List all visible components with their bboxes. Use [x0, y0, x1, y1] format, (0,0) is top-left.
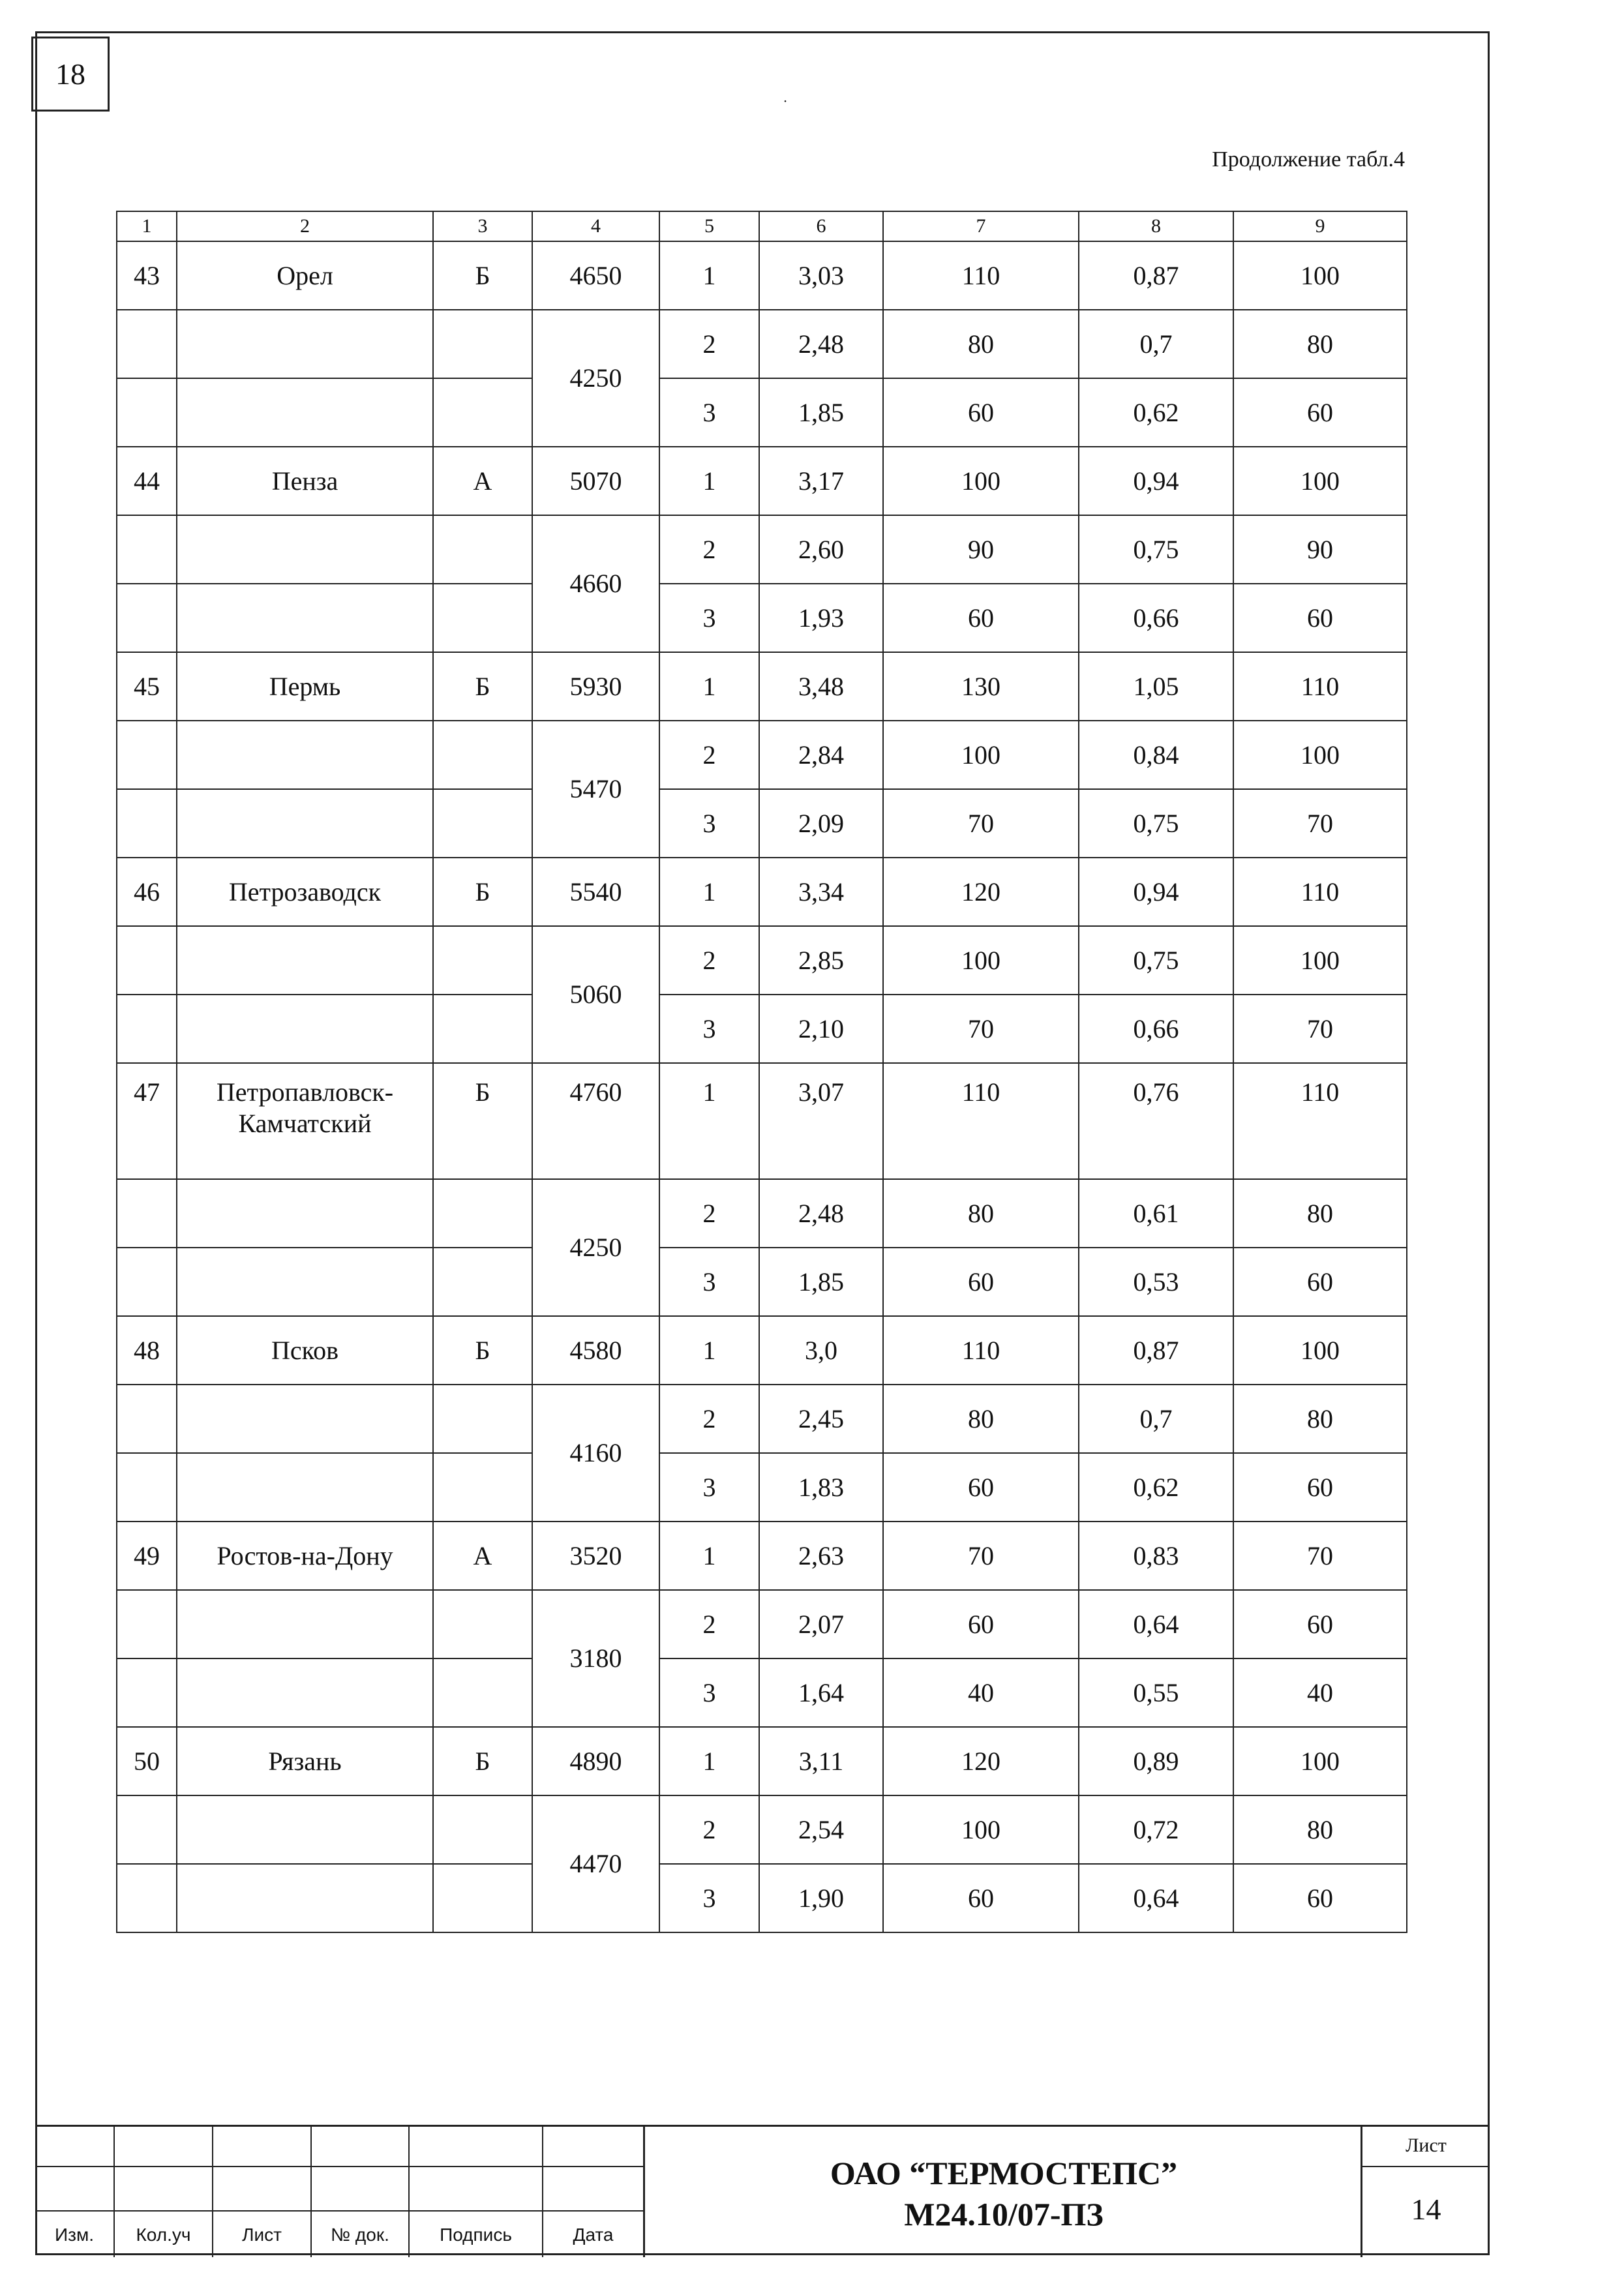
- table-cell: 80: [1233, 310, 1407, 378]
- table-row: [117, 584, 1407, 652]
- table-cell: 80: [883, 1385, 1079, 1453]
- title-block-label: Изм.: [55, 2225, 94, 2245]
- empty-cell: [117, 1864, 177, 1932]
- table-cell: 70: [883, 995, 1079, 1063]
- empty-cell: [117, 995, 177, 1063]
- table-cell: 3180: [532, 1590, 659, 1727]
- table-cell: 2: [659, 1385, 759, 1453]
- table-cell: 130: [883, 652, 1079, 721]
- table-cell: 2: [659, 1179, 759, 1248]
- table-cell: 2,60: [759, 515, 883, 584]
- table-cell: 3520: [532, 1522, 659, 1590]
- table-cell: 4470: [532, 1795, 659, 1932]
- table-cell: 5930: [532, 652, 659, 721]
- table-cell: 100: [1233, 1727, 1407, 1795]
- table-cell: 2,10: [759, 995, 883, 1063]
- table-cell: 110: [1233, 652, 1407, 721]
- table-cell: 80: [883, 1179, 1079, 1248]
- sheet-number: 14: [1411, 2193, 1441, 2226]
- table-cell: 2,48: [759, 1179, 883, 1248]
- table-cell: 2,54: [759, 1795, 883, 1864]
- table-cell: 90: [1233, 515, 1407, 584]
- empty-cell: [177, 1590, 433, 1658]
- table-cell: 3: [659, 789, 759, 858]
- table-continuation-caption: Продолжение табл.4: [1212, 147, 1405, 172]
- table-cell: Б: [433, 652, 532, 721]
- empty-cell: [117, 1658, 177, 1727]
- table-cell: 0,76: [1079, 1063, 1233, 1179]
- table-cell: 60: [883, 584, 1079, 652]
- table-row: [117, 721, 1407, 789]
- table-cell: 45: [117, 652, 177, 721]
- table-cell: Петрозаводск: [177, 858, 433, 926]
- table-cell: 5470: [532, 721, 659, 858]
- table-cell: 5060: [532, 926, 659, 1063]
- table-cell: 60: [883, 1864, 1079, 1932]
- table-cell: 1,85: [759, 378, 883, 447]
- table-cell: 0,94: [1079, 447, 1233, 515]
- table-cell: 1,64: [759, 1658, 883, 1727]
- table-cell: 0,87: [1079, 241, 1233, 310]
- empty-cell: [433, 310, 532, 378]
- empty-cell: [433, 1864, 532, 1932]
- table-cell: 0,64: [1079, 1590, 1233, 1658]
- table-cell: 2: [659, 515, 759, 584]
- table-cell: 60: [883, 1248, 1079, 1316]
- table-cell: 70: [1233, 995, 1407, 1063]
- empty-cell: [177, 584, 433, 652]
- table-cell: 70: [1233, 789, 1407, 858]
- sheet-label: Лист: [1406, 2135, 1447, 2156]
- table-cell: 44: [117, 447, 177, 515]
- empty-cell: [117, 926, 177, 995]
- table-cell: 80: [1233, 1385, 1407, 1453]
- table-cell: 1: [659, 1522, 759, 1590]
- empty-cell: [177, 721, 433, 789]
- table-cell: 60: [1233, 1248, 1407, 1316]
- table-cell: 3,48: [759, 652, 883, 721]
- table-cell: 70: [883, 1522, 1079, 1590]
- table-row: [117, 515, 1407, 584]
- table-cell: 60: [883, 1590, 1079, 1658]
- empty-cell: [117, 1590, 177, 1658]
- empty-cell: [177, 1385, 433, 1453]
- table-cell: 60: [1233, 1864, 1407, 1932]
- table-cell: 120: [883, 1727, 1079, 1795]
- table-cell: 2,48: [759, 310, 883, 378]
- table-cell: 1: [659, 1727, 759, 1795]
- column-number: 4: [532, 211, 659, 241]
- table-cell: 60: [883, 1453, 1079, 1522]
- table-cell: 110: [1233, 1063, 1407, 1179]
- table-cell: 100: [883, 1795, 1079, 1864]
- empty-cell: [177, 1179, 433, 1248]
- empty-cell: [433, 584, 532, 652]
- table-cell: 1: [659, 858, 759, 926]
- column-number: 6: [759, 211, 883, 241]
- table-cell: 5540: [532, 858, 659, 926]
- table-cell: 80: [883, 310, 1079, 378]
- table-cell: Рязань: [177, 1727, 433, 1795]
- table-row: [117, 1248, 1407, 1316]
- table-cell: 50: [117, 1727, 177, 1795]
- table-cell: 3,17: [759, 447, 883, 515]
- table-cell: 100: [1233, 721, 1407, 789]
- table-cell: 0,75: [1079, 926, 1233, 995]
- empty-cell: [433, 995, 532, 1063]
- empty-cell: [433, 515, 532, 584]
- empty-cell: [117, 1179, 177, 1248]
- empty-cell: [433, 721, 532, 789]
- document-code: М24.10/07-ПЗ: [904, 2195, 1104, 2232]
- table-cell: 1,83: [759, 1453, 883, 1522]
- table-row: [117, 1385, 1407, 1453]
- empty-cell: [177, 1864, 433, 1932]
- title-block-label: Лист: [242, 2225, 282, 2245]
- company-name: ОАО “ТЕРМОСТЕПС”: [830, 2155, 1178, 2191]
- table-cell: 100: [883, 926, 1079, 995]
- page-number: 18: [55, 57, 85, 91]
- table-cell: 1: [659, 1316, 759, 1385]
- table-cell: 4250: [532, 310, 659, 447]
- table-cell: 46: [117, 858, 177, 926]
- column-number: 5: [659, 211, 759, 241]
- title-block-label: Кол.уч: [136, 2225, 191, 2245]
- empty-cell: [177, 926, 433, 995]
- table-cell: Пермь: [177, 652, 433, 721]
- scan-dot: ˙: [783, 98, 788, 115]
- table-cell: 4160: [532, 1385, 659, 1522]
- table-cell: 47: [117, 1063, 177, 1179]
- empty-cell: [117, 1795, 177, 1864]
- title-block-label: Дата: [573, 2225, 614, 2245]
- table-row: [117, 1795, 1407, 1864]
- empty-cell: [117, 1453, 177, 1522]
- table-cell: 70: [1233, 1522, 1407, 1590]
- table-cell: 2,07: [759, 1590, 883, 1658]
- empty-cell: [433, 1248, 532, 1316]
- table-cell: 3: [659, 1248, 759, 1316]
- table-cell: 100: [883, 721, 1079, 789]
- empty-cell: [433, 1453, 532, 1522]
- table-row: [117, 1864, 1407, 1932]
- table-cell: Псков: [177, 1316, 433, 1385]
- table-cell: 0,62: [1079, 378, 1233, 447]
- table-cell: 3: [659, 1864, 759, 1932]
- table-row: [117, 1590, 1407, 1658]
- table-cell: 80: [1233, 1179, 1407, 1248]
- table-cell: А: [433, 1522, 532, 1590]
- title-block-label: № док.: [331, 2225, 389, 2245]
- table-cell: 3: [659, 378, 759, 447]
- table-cell: 2: [659, 1590, 759, 1658]
- table-cell: 100: [1233, 447, 1407, 515]
- table-cell: 3: [659, 1453, 759, 1522]
- table-cell: Б: [433, 1063, 532, 1179]
- table-cell: 3: [659, 1658, 759, 1727]
- table-cell: 3,34: [759, 858, 883, 926]
- table-cell: 0,53: [1079, 1248, 1233, 1316]
- table-cell: Пенза: [177, 447, 433, 515]
- table-row: [117, 310, 1407, 378]
- table-cell: 0,89: [1079, 1727, 1233, 1795]
- empty-cell: [117, 721, 177, 789]
- table-cell: А: [433, 447, 532, 515]
- table-cell: 110: [883, 241, 1079, 310]
- table-cell: Б: [433, 1316, 532, 1385]
- empty-cell: [433, 1179, 532, 1248]
- table-row: [117, 1316, 1407, 1385]
- table-cell: Петропавловск-Камчатский: [177, 1063, 433, 1179]
- table-cell: 110: [1233, 858, 1407, 926]
- table-row: [117, 1063, 1407, 1179]
- table-cell: 3,07: [759, 1063, 883, 1179]
- table-row: [117, 447, 1407, 515]
- table-row: [117, 858, 1407, 926]
- empty-cell: [177, 995, 433, 1063]
- table-cell: 0,72: [1079, 1795, 1233, 1864]
- table-cell: 3: [659, 584, 759, 652]
- table-cell: 100: [1233, 1316, 1407, 1385]
- table-cell: 110: [883, 1063, 1079, 1179]
- empty-cell: [177, 1658, 433, 1727]
- table-row: [117, 1727, 1407, 1795]
- table-cell: 40: [1233, 1658, 1407, 1727]
- empty-cell: [433, 378, 532, 447]
- table-cell: 3: [659, 995, 759, 1063]
- empty-cell: [177, 1453, 433, 1522]
- title-block: [35, 2125, 1490, 2255]
- table-cell: 2,63: [759, 1522, 883, 1590]
- empty-cell: [433, 926, 532, 995]
- table-cell: 60: [1233, 378, 1407, 447]
- table-cell: 0,7: [1079, 1385, 1233, 1453]
- table-cell: 0,87: [1079, 1316, 1233, 1385]
- empty-cell: [117, 310, 177, 378]
- table-row: [117, 1179, 1407, 1248]
- empty-cell: [177, 515, 433, 584]
- table-cell: 3,03: [759, 241, 883, 310]
- table-cell: 1,05: [1079, 652, 1233, 721]
- table-cell: Б: [433, 241, 532, 310]
- table-cell: 90: [883, 515, 1079, 584]
- table-cell: Б: [433, 1727, 532, 1795]
- table-cell: 60: [1233, 1453, 1407, 1522]
- table-cell: 0,84: [1079, 721, 1233, 789]
- table-cell: 2: [659, 310, 759, 378]
- column-number: 1: [117, 211, 177, 241]
- table-cell: 0,83: [1079, 1522, 1233, 1590]
- table-cell: 80: [1233, 1795, 1407, 1864]
- empty-cell: [433, 1658, 532, 1727]
- column-number: 9: [1233, 211, 1407, 241]
- table-cell: 1,85: [759, 1248, 883, 1316]
- table-cell: 40: [883, 1658, 1079, 1727]
- table-cell: 3,0: [759, 1316, 883, 1385]
- empty-cell: [433, 789, 532, 858]
- table-cell: 4580: [532, 1316, 659, 1385]
- table-cell: 60: [1233, 584, 1407, 652]
- table-cell: 0,62: [1079, 1453, 1233, 1522]
- column-number: 2: [177, 211, 433, 241]
- table-row: [117, 789, 1407, 858]
- table-cell: 4650: [532, 241, 659, 310]
- table-cell: 0,94: [1079, 858, 1233, 926]
- table-cell: 4660: [532, 515, 659, 652]
- table-cell: Ростов-на-Дону: [177, 1522, 433, 1590]
- table-cell: 2: [659, 1795, 759, 1864]
- table-cell: 4250: [532, 1179, 659, 1316]
- column-number: 8: [1079, 211, 1233, 241]
- table-cell: 0,64: [1079, 1864, 1233, 1932]
- table-cell: 2: [659, 926, 759, 995]
- empty-cell: [117, 1248, 177, 1316]
- table-cell: 43: [117, 241, 177, 310]
- table-cell: 2,85: [759, 926, 883, 995]
- table-cell: 1,93: [759, 584, 883, 652]
- empty-cell: [117, 1385, 177, 1453]
- table-cell: 48: [117, 1316, 177, 1385]
- table-row: [117, 652, 1407, 721]
- title-block-label: Подпись: [440, 2225, 512, 2245]
- empty-cell: [117, 789, 177, 858]
- table-row: [117, 378, 1407, 447]
- table-row: [117, 1658, 1407, 1727]
- table-cell: 70: [883, 789, 1079, 858]
- table-cell: 120: [883, 858, 1079, 926]
- table-cell: Орел: [177, 241, 433, 310]
- table-cell: 4760: [532, 1063, 659, 1179]
- table-cell: 100: [1233, 241, 1407, 310]
- table-cell: 0,61: [1079, 1179, 1233, 1248]
- table-cell: 0,7: [1079, 310, 1233, 378]
- table-cell: 0,75: [1079, 789, 1233, 858]
- empty-cell: [117, 584, 177, 652]
- table-row: [117, 1453, 1407, 1522]
- table-cell: 2: [659, 721, 759, 789]
- table-cell: 2,45: [759, 1385, 883, 1453]
- table-row: [117, 926, 1407, 995]
- table-cell: 0,66: [1079, 995, 1233, 1063]
- table-row: [117, 1522, 1407, 1590]
- empty-cell: [433, 1590, 532, 1658]
- table-cell: 100: [883, 447, 1079, 515]
- table-cell: 1: [659, 241, 759, 310]
- table-cell: 49: [117, 1522, 177, 1590]
- empty-cell: [177, 310, 433, 378]
- table-cell: 3,11: [759, 1727, 883, 1795]
- table-cell: 0,55: [1079, 1658, 1233, 1727]
- column-number: 7: [883, 211, 1079, 241]
- table-cell: 1: [659, 1063, 759, 1179]
- empty-cell: [117, 515, 177, 584]
- empty-cell: [177, 1248, 433, 1316]
- empty-cell: [117, 378, 177, 447]
- empty-cell: [433, 1795, 532, 1864]
- table-row: [117, 241, 1407, 310]
- table-cell: 110: [883, 1316, 1079, 1385]
- table-cell: 1,90: [759, 1864, 883, 1932]
- empty-cell: [177, 378, 433, 447]
- table-cell: 1: [659, 652, 759, 721]
- table-cell: 2,09: [759, 789, 883, 858]
- table-cell: 5070: [532, 447, 659, 515]
- table-cell: 60: [1233, 1590, 1407, 1658]
- data-table: [116, 211, 1407, 1933]
- table-cell: 1: [659, 447, 759, 515]
- empty-cell: [177, 789, 433, 858]
- empty-cell: [177, 1795, 433, 1864]
- table-cell: 2,84: [759, 721, 883, 789]
- table-cell: 100: [1233, 926, 1407, 995]
- empty-cell: [433, 1385, 532, 1453]
- table-row: [117, 995, 1407, 1063]
- column-number-row: [117, 211, 1407, 241]
- table-cell: 60: [883, 378, 1079, 447]
- table-cell: 0,75: [1079, 515, 1233, 584]
- table-cell: 4890: [532, 1727, 659, 1795]
- table-cell: Б: [433, 858, 532, 926]
- company-and-code: [645, 2153, 1362, 2234]
- table-cell: 0,66: [1079, 584, 1233, 652]
- page-number-box: [31, 37, 110, 112]
- column-number: 3: [433, 211, 532, 241]
